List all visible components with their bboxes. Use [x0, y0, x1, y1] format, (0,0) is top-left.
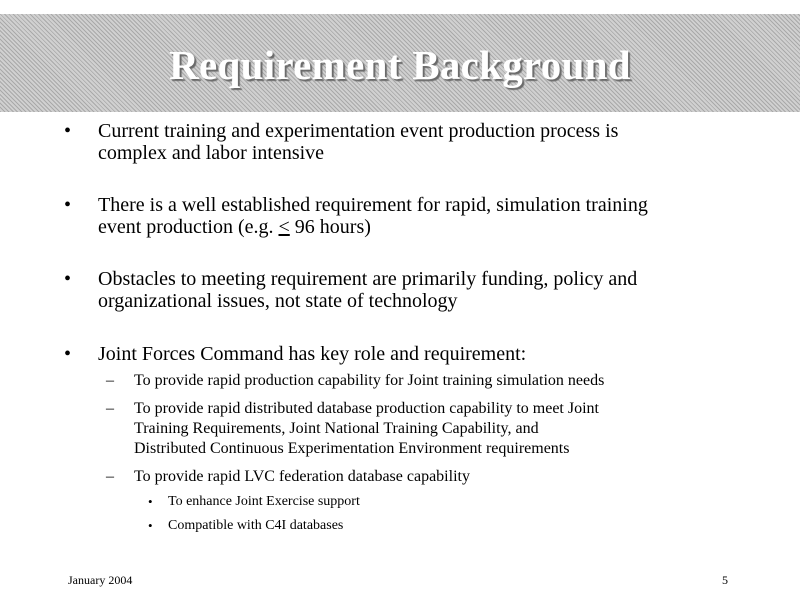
bullet-3-line-1: Obstacles to meeting requirement are primarily funding, policy and [98, 268, 638, 290]
bullet-1 [98, 120, 758, 164]
bullet-marker: • [64, 194, 72, 216]
bullet-2-line-1: There is a well established requirement for rapid, simulation training [98, 194, 648, 216]
dash-marker: – [106, 468, 114, 485]
bullet-3 [98, 268, 758, 312]
sub-bullet-1 [134, 371, 774, 391]
sub-bullet-3-line-1: To provide rapid LVC federation database capability [134, 468, 470, 485]
bullet-marker: • [64, 120, 72, 142]
footer-date: January 2004 [68, 573, 133, 587]
bullet-4 [98, 343, 758, 365]
bullet-2-line-2 [98, 216, 758, 238]
bullet-2 [98, 194, 758, 238]
sub-sub-bullet-2: Compatible with C4I databases [168, 518, 344, 533]
small-bullet-marker: • [148, 518, 153, 533]
sub-bullet-2-line-2: Training Requirements, Joint National Training Capability, and [134, 420, 539, 437]
sub-sub-bullet-1: To enhance Joint Exercise support [168, 494, 360, 509]
small-bullet-marker: • [148, 494, 153, 509]
bullet-2-line-2-pre: event production (e.g. [98, 216, 279, 238]
bullet-3-line-2: organizational issues, not state of technology [98, 290, 458, 312]
bullet-4-line-1: Joint Forces Command has key role and requirement: [98, 343, 527, 365]
sub-bullet-2 [134, 399, 774, 459]
bullet-2-line-2-post: 96 hours) [289, 216, 371, 238]
bullet-1-line-2: complex and labor intensive [98, 142, 325, 164]
bullet-marker: • [64, 268, 72, 290]
sub-bullet-3 [134, 467, 774, 487]
footer-page-number: 5 [722, 573, 728, 587]
sub-bullet-2-line-1: To provide rapid distributed database production capability to meet Joint [134, 400, 599, 417]
dash-marker: – [106, 372, 114, 389]
bullet-marker: • [64, 343, 72, 365]
sub-bullet-1-line-1: To provide rapid production capability for Joint training simulation needs [134, 372, 605, 389]
dash-marker: – [106, 400, 114, 417]
slide-title: Requirement Background [169, 42, 631, 88]
bullet-1-line-1: Current training and experimentation event production process is [98, 120, 619, 142]
sub-bullet-2-line-3: Distributed Continuous Experimentation Environment requirements [134, 440, 570, 457]
less-than-or-equal-symbol: < [278, 216, 290, 238]
